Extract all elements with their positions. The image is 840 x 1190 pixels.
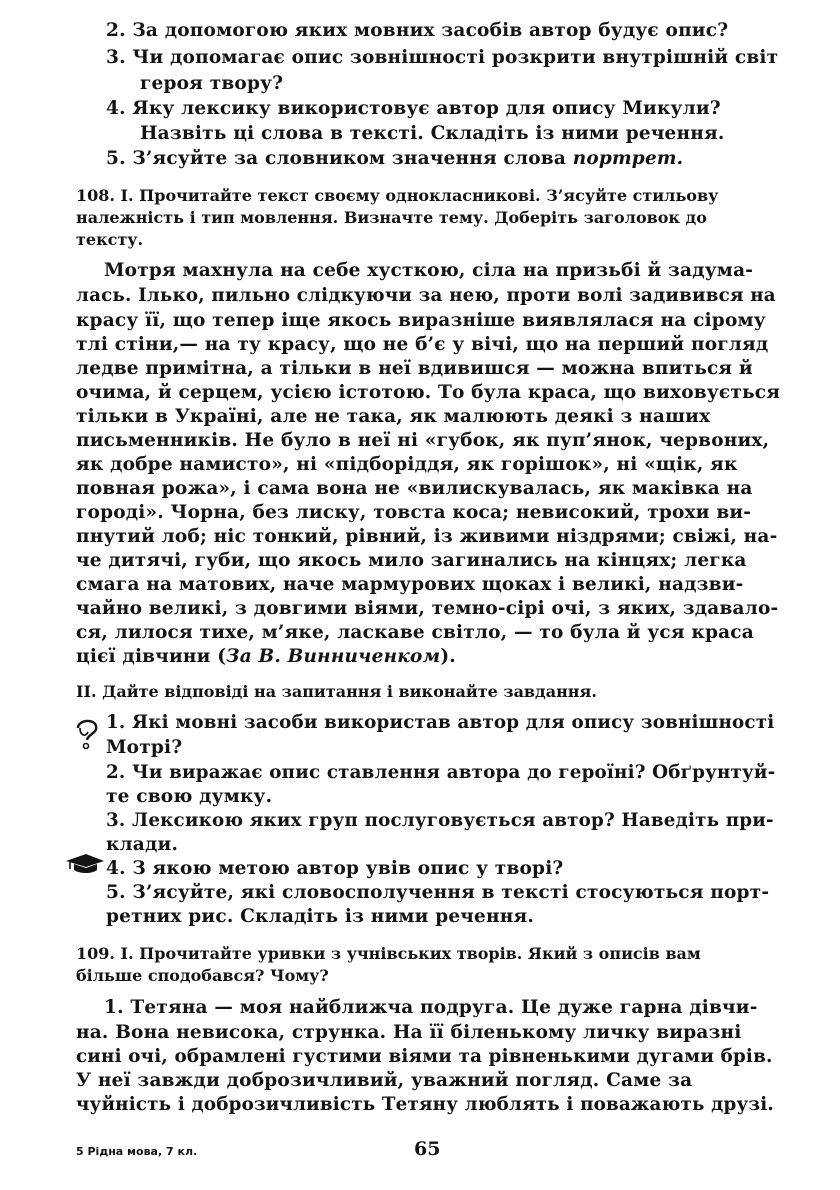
ex108-text-line-10: повная рожа», і сама вона не «вилискувалась, як маківка на	[76, 478, 753, 499]
footer-signature: 5 Рідна мова, 7 кл.	[76, 1145, 198, 1158]
ex108-author: За В. Винниченком	[226, 646, 441, 667]
ex108-question-2: 2. Чи виражає опис ставлення автора до героїні? Обґрунтуй-	[106, 762, 776, 783]
ex108-question-5: 5. З’ясуйте, які словосполучення в тексті стосуються порт-	[106, 882, 770, 903]
question-5-text: 5. З’ясуйте за словником значення слова	[106, 148, 567, 169]
ex108-text-line-11: городі». Чорна, без лиску, товста коса; невисокий, трохи ви-	[76, 502, 752, 523]
ex109-text-line-4: У неї завжди доброзичливий, уважний погляд. Саме за	[76, 1070, 693, 1091]
ex108-task2: ІІ. Дайте відповіді на запитання і виконайте завдання.	[76, 682, 597, 701]
ex108-text-line-7: тільки в Україні, але не така, як малюють деякі з наших	[76, 406, 711, 427]
ex108-text-line-17	[76, 646, 456, 667]
ex108-task-line-2: належність і тип мовлення. Визначте тему. Доберіть заголовок до	[76, 208, 707, 227]
page-number: 65	[414, 1138, 441, 1160]
ex109-text-line-1: 1. Тетяна — моя найближча подруга. Це дуже гарна дівчи-	[104, 997, 758, 1018]
ex108-author-close: ).	[440, 646, 456, 667]
ex108-text-line-5: ледве примітна, а тільки в неї вдивишся — можна впиться й	[76, 358, 753, 379]
ex108-question-1: 1. Які мовні засоби використав автор для опису зовнішності	[106, 712, 775, 733]
ex108-task-line-1: 108. І. Прочитайте текст своєму однокласникові. З’ясуйте стильову	[76, 186, 719, 205]
ex108-question-4: 4. З якою метою автор увів опис у творі?	[106, 858, 564, 879]
ex108-text-line-13: че дитячі, губи, що якось мило загинались на кінцях; легка	[76, 550, 747, 571]
ex109-text-line-3: сині очі, обрамлені густими віями та рівненькими дугами брів.	[76, 1046, 773, 1067]
ex109-text-line-2: на. Вона невисока, струнка. На її біленькому личку виразні	[76, 1022, 742, 1043]
question-3-top: 3. Чи допомагає опис зовнішності розкрити внутрішній світ	[106, 47, 779, 68]
ex108-question-5-cont: ретних рис. Складіть із ними речення.	[106, 906, 535, 927]
question-2-top: 2. За допомогою яких мовних засобів автор будує опис?	[106, 20, 729, 41]
ex108-task-line-3: тексту.	[76, 230, 144, 249]
italic-word-portret: портрет.	[572, 148, 684, 169]
graduation-cap-icon	[64, 852, 106, 874]
question-3-top-cont: героя твору?	[140, 73, 284, 94]
ex108-question-1-cont: Мотрі?	[106, 737, 183, 758]
ex108-text-line-4: тлі стіни,— на ту красу, що не б’є у вічі, що на перший погляд	[76, 334, 769, 355]
ex108-question-3: 3. Лексикою яких груп послуговується автор? Наведіть при-	[106, 810, 774, 831]
ex108-text-line-8: письменників. Не було в неї ні «губок, як пуп’янок, червоних,	[76, 430, 770, 451]
ex109-task-line-2: більше сподобався? Чому?	[76, 966, 329, 985]
question-mark-icon	[72, 716, 102, 750]
question-4-top-cont: Назвіть ці слова в тексті. Складіть із ними речення.	[140, 123, 725, 144]
ex108-text-line-14: смага на матових, наче мармурових щоках і великі, надзви-	[76, 574, 744, 595]
ex108-text-line-1: Мотря махнула на себе хусткою, сіла на призьбі й задума-	[104, 260, 754, 281]
ex108-text-line-12: пнутий лоб; ніс тонкий, рівний, із живими ніздрями; свіжі, на-	[76, 526, 778, 547]
ex109-task-line-1: 109. І. Прочитайте уривки з учнівських творів. Який з описів вам	[76, 944, 701, 963]
ex108-text-line-9: як добре намисто», ні «підборіддя, як горішок», ні «щік, як	[76, 454, 738, 475]
ex108-text-line-6: очима, й серцем, усією істотою. То була краса, що виховується	[76, 382, 781, 403]
question-5-top	[106, 148, 683, 169]
ex108-text-line-16: ся, лилося тихе, м’яке, ласкаве світло, — то була й уся краса	[76, 622, 754, 643]
ex108-text-line-3: красу її, що тепер іще якось виразніше виявлялася на сірому	[76, 310, 766, 331]
ex108-text-line-15: чайно великі, з довгими віями, темно-сірі очі, з яких, здавало-	[76, 598, 779, 619]
ex108-text-last-start: цієї дівчини (	[76, 646, 227, 667]
question-4-top: 4. Яку лексику використовує автор для опису Микули?	[106, 98, 721, 119]
ex108-question-2-cont: те свою думку.	[106, 786, 273, 807]
ex108-text-line-2: лась. Ілько, пильно слідкуючи за нею, проти волі задивився на	[76, 285, 776, 306]
ex108-question-3-cont: клади.	[106, 834, 179, 855]
ex109-text-line-5: чуйність і доброзичливість Тетяну люблять і поважають друзі.	[76, 1094, 774, 1115]
